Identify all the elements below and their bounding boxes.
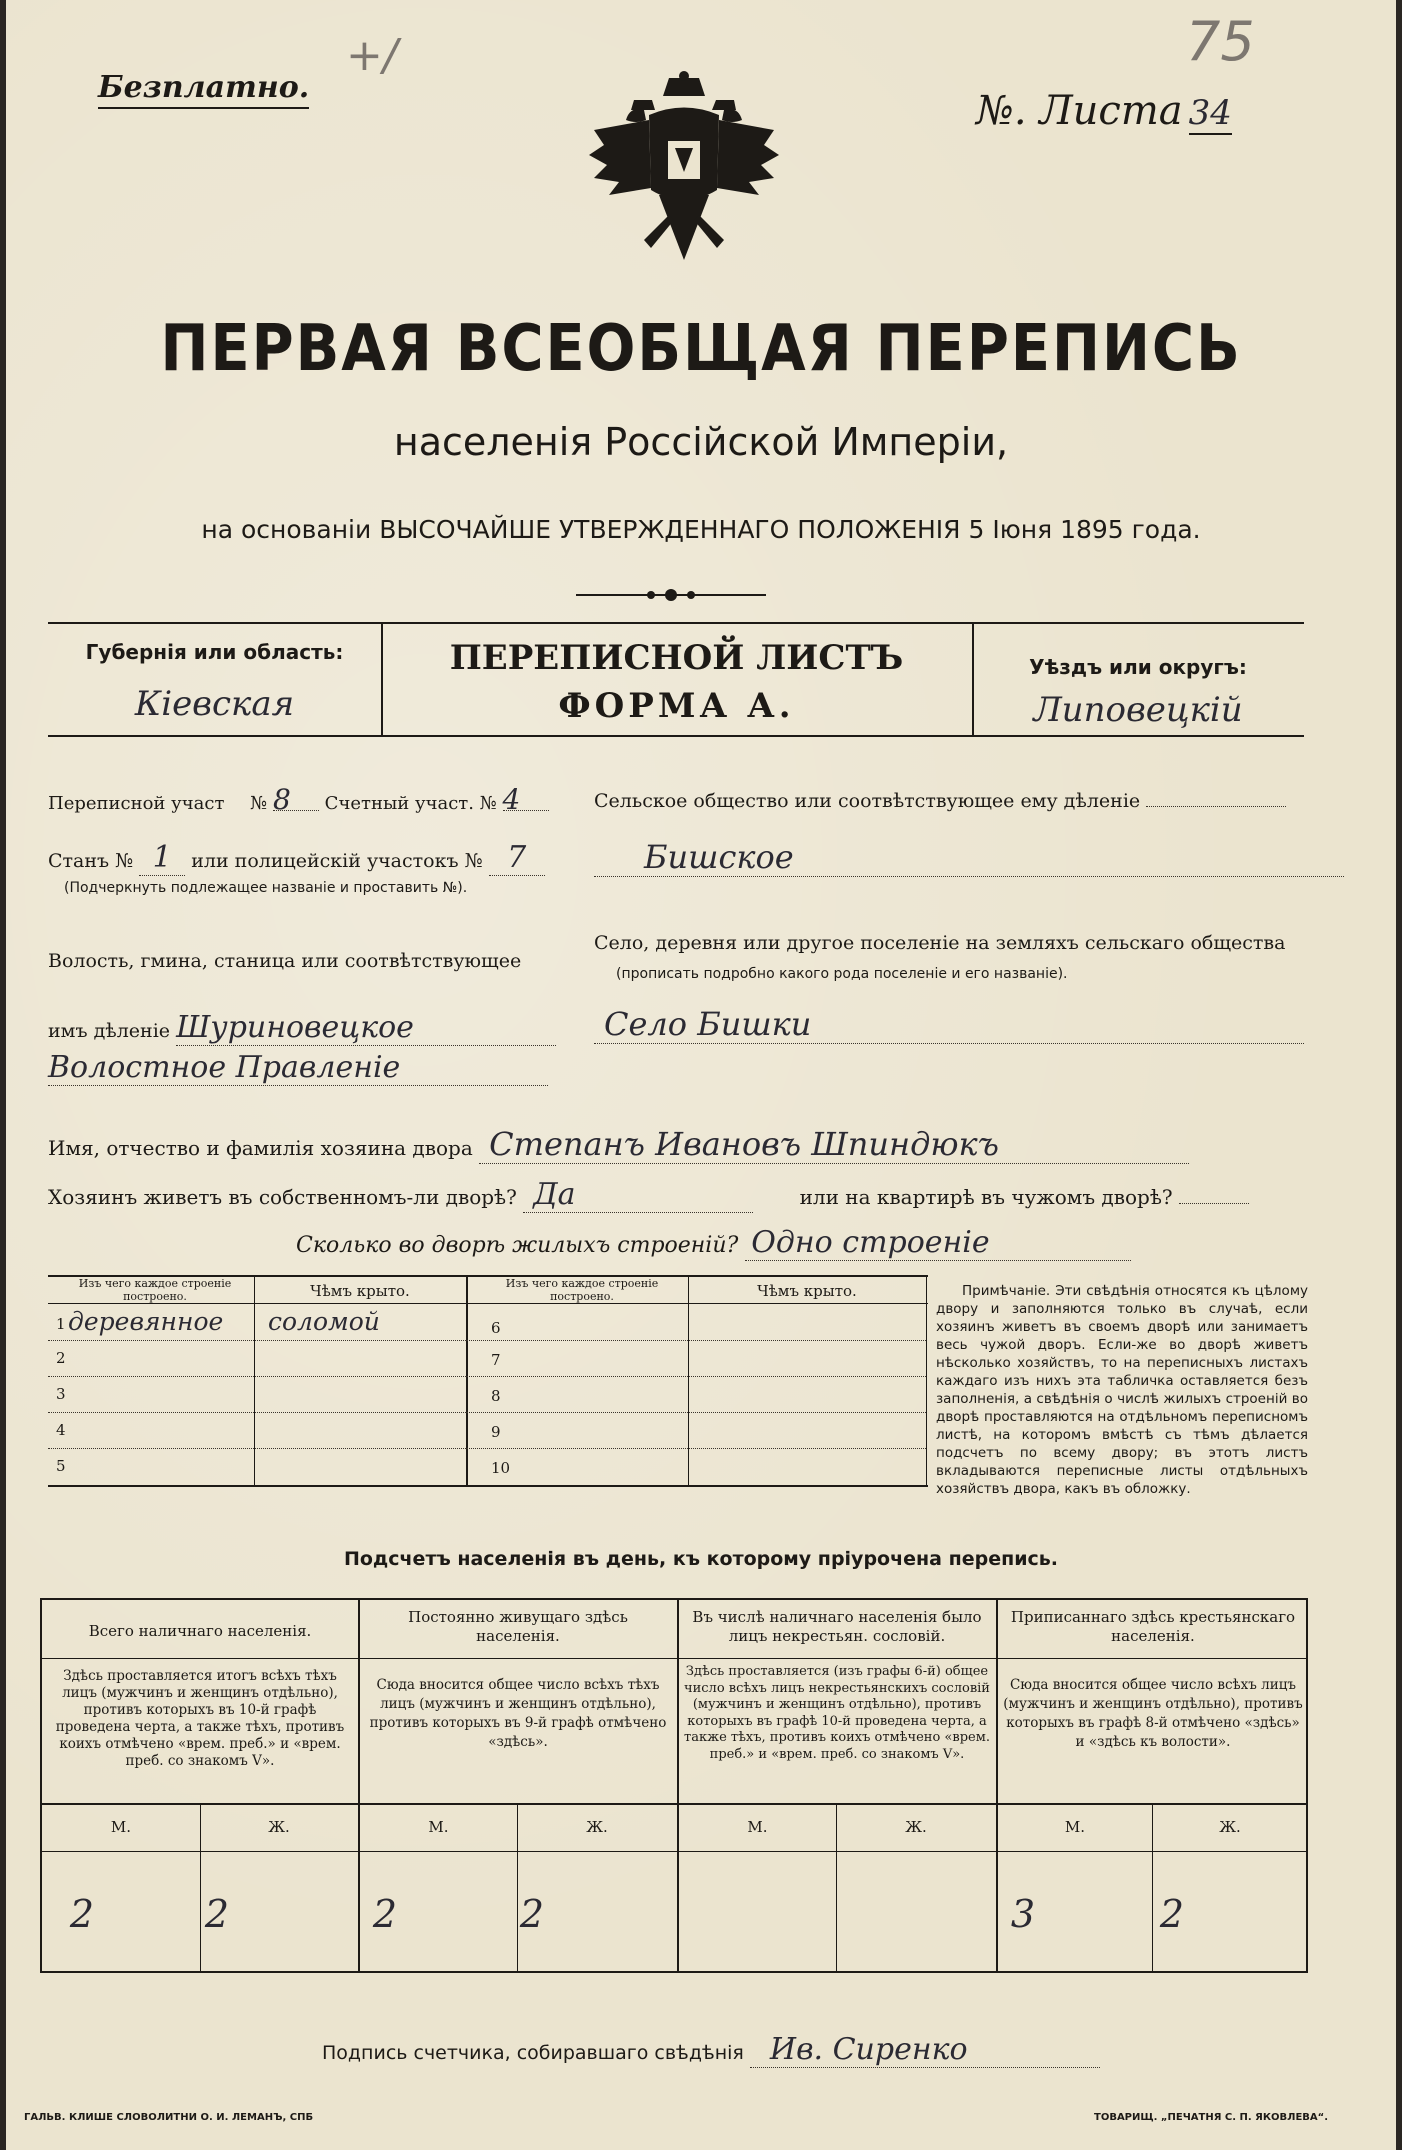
basis-line: на основаніи ВЫСОЧАЙШЕ УТВЕРЖДЕННАГО ПОЛОЖЕНІЯ 5 Іюня 1895 года. [201,515,1201,544]
stan-label: Станъ № [48,850,134,872]
owner-row [48,1125,1189,1164]
count-col3-m-label: М. [747,1818,768,1836]
count-col4-zh-label: Ж. [1219,1818,1241,1836]
village-value: Село Бишки [594,1005,1304,1044]
volost-label-2: имъ дѣленіе [48,1020,171,1042]
footer-printer-right: ТОВАРИЩ. „ПЕЧАТНЯ С. П. ЯКОВЛЕВА“. [1094,2112,1329,2123]
stan-row [48,840,545,876]
census-sheet [6,0,1396,2150]
buildings-row-left-3 [48,1377,466,1413]
volost-row [48,1010,556,1046]
signature-label: Подпись счетчика, собиравшаго свѣдѣнія [322,2042,744,2064]
count-col3-desc: Здѣсь проставляется (изъ графы 6-й) общее число всѣхъ лицъ некрестьянскихъ сословій (мужчинъ и женщинъ отдѣльно), противъ которыхъ въ графѣ 10-й проведена черта, а также тѣхъ, противъ коихъ отмѣчено «врем. преб.» и «врем. преб. со знакомъ V». [684,1664,990,1762]
row-number: 3 [56,1385,66,1403]
count-col3-header: Въ числѣ наличнаго населенія было лицъ некрестьян. сословій. [692,1608,982,1645]
pencil-mark: +/ [346,30,398,81]
count-title: Подсчетъ населенія въ день, къ которому пріурочена перепись. [343,1548,1059,1570]
buildings-row-left-4 [48,1413,466,1449]
building-material: деревянное [68,1307,224,1336]
volost-value-1: Шуриновецкое [176,1010,556,1046]
own-yard-row [48,1177,1249,1213]
police-label: или полицейскій участокъ № [191,850,483,872]
sheet-number-label [976,88,1232,134]
buildings-row-right-7 [466,1341,926,1377]
buildings-row-right-6 [466,1305,926,1341]
census-uchast-row [48,783,549,816]
buildings-row-right-9 [466,1413,926,1449]
count-col1-m-value: 2 [69,1892,95,1936]
sheet-number-label-text: №. Листа [976,88,1183,134]
row-number: 2 [56,1349,66,1367]
owner-value: Степанъ Ивановъ Шпиндюкъ [479,1125,1189,1164]
society-label: Сельское общество или соотвѣтствующее ему дѣленіе [594,790,1141,812]
subtitle: населенія Россійской Имперіи, [393,420,1009,464]
count-col2-m-label: М. [428,1818,449,1836]
double-headed-eagle-icon [589,70,779,280]
gubernia-label: Губернія или область: [85,640,344,664]
count-col4-header: Приписаннаго здѣсь крестьянскаго населенія. [1010,1608,1296,1645]
count-col1-m-label: М. [110,1818,132,1836]
free-label: Безплатно. [98,70,309,109]
owner-label: Имя, отчество и фамилія хозяина двора [48,1136,473,1160]
row-number: 10 [491,1459,511,1477]
census-uchast-no-sign: № [250,793,268,814]
volost-label: Волость, гмина, станица или соотвѣтствующее [48,950,522,972]
volost-value-2: Волостное Правленіе [48,1050,548,1086]
buildings-col-line-right [926,1275,927,1487]
schetny-no-sign: № [479,793,497,814]
count-mzh-line [40,1851,1308,1852]
buildings-row-left-1 [48,1305,466,1341]
note-lead: Примѣчаніе. [962,1283,1051,1299]
count-col1-zh-label: Ж. [268,1818,290,1836]
form-title: ПЕРЕПИСНОЙ ЛИСТЪ [449,638,904,678]
footer-printer-left: ГАЛЬВ. КЛИШЕ СЛОВОЛИТНИ О. И. ЛЕМАНЪ, СПБ [24,2112,314,2123]
row-number: 7 [491,1351,501,1369]
buildings-label: Сколько во дворѣ жилыхъ строеній? [296,1233,739,1258]
count-col2-zh-value: 2 [519,1892,545,1936]
pencil-page-number: 75 [1186,10,1255,73]
gubernia-value: Кіевская [134,684,295,724]
main-title: ПЕРВАЯ ВСЕОБЩАЯ ПЕРЕПИСЬ [160,312,1242,386]
signature-row [322,2032,1100,2068]
buildings-row-left-5 [48,1449,466,1484]
buildings-col2-header-right: Чѣмъ крыто. [757,1282,857,1300]
count-col4-m-value: 3 [1010,1892,1036,1936]
society-row [594,790,1286,812]
count-col1-desc: Здѣсь проставляется итогъ всѣхъ тѣхъ лицъ (мужчинъ и женщинъ отдѣльно), противъ которыхъ въ 10-й графѣ проведена черта, а также тѣхъ, противъ коихъ отмѣчено «врем. преб.» и «врем. преб. со знакомъ V». [55,1668,345,1769]
own-yard-label: Хозяинъ живетъ въ собственномъ-ли дворѣ? [48,1185,517,1209]
buildings-col1-header-right: Изъ чего каждое строеніе построено. [505,1277,659,1303]
form-letter: ФОРМА А. [558,686,795,726]
buildings-col2-header-left: Чѣмъ крыто. [310,1282,410,1300]
census-uchast-label: Переписной участ [48,793,225,814]
row-number: 1 [56,1315,66,1333]
count-col2-zh-label: Ж. [586,1818,608,1836]
buildings-row-right-8 [466,1377,926,1413]
count-col2-desc: Сюда вносится общее число всѣхъ тѣхъ лицъ (мужчинъ и женщинъ отдѣльно), противъ которыхъ въ 9-й графѣ отмѣчено «здѣсь». [369,1677,667,1750]
count-col2-m-value: 2 [372,1892,398,1936]
buildings-row-left-2 [48,1341,466,1377]
stan-value: 1 [139,840,185,876]
count-col2-header: Постоянно живущаго здѣсь населенія. [408,1608,628,1645]
buildings-row [296,1225,1131,1261]
count-col1-header: Всего наличнаго населенія. [88,1622,312,1640]
row-number: 5 [56,1457,66,1475]
police-value: 7 [489,840,545,876]
row-number: 6 [491,1319,501,1337]
buildings-value: Одно строеніе [745,1225,1131,1261]
building-roof: соломой [268,1307,380,1336]
underline-note: (Подчеркнуть подлежащее названіе и проставить №). [64,880,468,896]
schetny-value: 4 [503,790,549,811]
census-uchast-value: 8 [273,790,319,811]
count-col1-zh-value: 2 [204,1892,230,1936]
note-text: Эти свѣдѣнія относятся къ цѣлому двору и заполняются только въ случаѣ, если хозяинъ живетъ въ своемъ дворѣ или занимаетъ весь чужой дворъ. Если-же во дворѣ живетъ нѣсколько хозяйствъ, то на переписныхъ листахъ каждаго изъ нихъ эта табличка оставляется безъ заполненія, а свѣдѣнія о числѣ жилыхъ строеній во дворѣ проставляются на отдѣльномъ переписномъ листѣ, на которомъ вмѣстѣ съ тѣмъ дѣлается подсчетъ по всему двору; въ этотъ листъ вкладываются переписные листы отдѣльныхъ хозяйствъ двора, какъ въ обложку. [936,1283,1308,1497]
count-desc-line [40,1803,1308,1805]
society-value: Бишское [594,838,1344,877]
ornament-divider-icon [576,585,766,605]
buildings-row-right-10 [466,1449,926,1484]
count-col4-m-label: М. [1064,1818,1086,1836]
buildings-table-header-line [48,1303,928,1304]
rented-label: или на квартирѣ въ чужомъ дворѣ? [799,1185,1173,1209]
own-yard-value: Да [523,1177,753,1213]
form-header-bottom-line [48,735,1304,737]
uezd-value: Липовецкій [1033,690,1243,730]
count-col4-desc: Сюда вносится общее число всѣхъ лицъ (мужчинъ и женщинъ отдѣльно), противъ которыхъ въ графѣ 8-й отмѣчено «здѣсь» и «здѣсь къ волости». [1003,1677,1303,1750]
note-block [936,1282,1308,1498]
row-number: 9 [491,1423,501,1441]
village-label: Село, деревня или другое поселеніе на земляхъ сельскаго общества [594,932,1286,954]
sheet-number-value: 34 [1188,93,1232,133]
signature-value: Ив. Сиренко [750,2032,1100,2068]
schetny-label: Счетный участ. [324,793,474,814]
count-col-divider-2 [677,1598,679,1973]
buildings-col1-header-left: Изъ чего каждое строеніе построено. [78,1277,232,1303]
row-number: 4 [56,1421,66,1439]
count-col3-zh-label: Ж. [905,1818,927,1836]
buildings-table-bottom [48,1485,928,1487]
count-col4-zh-value: 2 [1159,1892,1185,1936]
form-header-top-line [48,622,1304,624]
uezd-label: Уѣздъ или округъ: [1029,655,1247,679]
village-note: (прописать подробно какого рода поселеніе и его названіе). [616,966,1068,982]
row-number: 8 [491,1387,501,1405]
count-header-line [40,1658,1308,1659]
